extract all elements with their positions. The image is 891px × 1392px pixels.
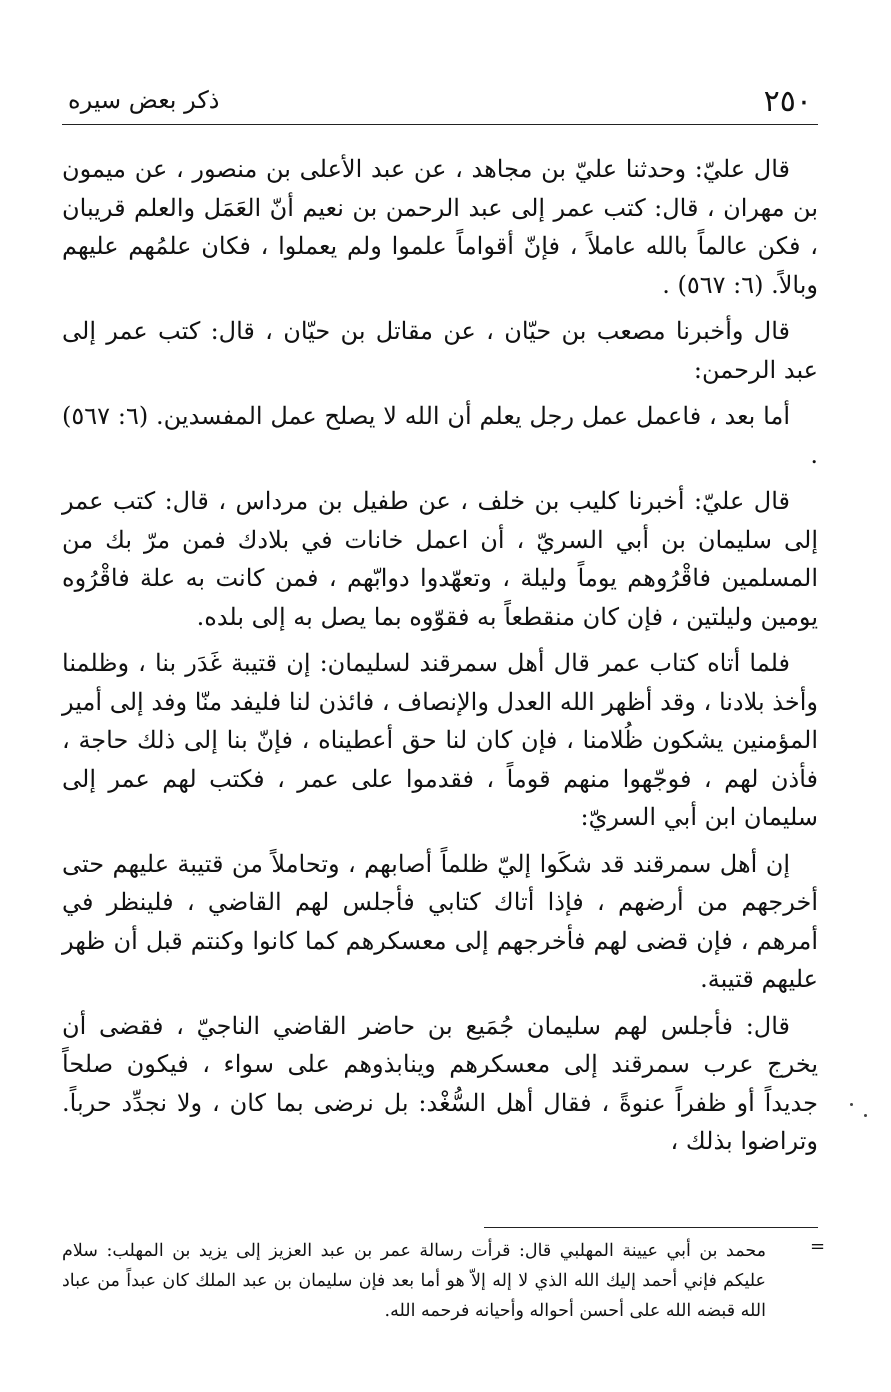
running-title: ذكر بعض سيره bbox=[68, 86, 220, 114]
footnote-continuation-mark: = bbox=[810, 1236, 826, 1257]
quoted-letter: أما بعد ، فاعمل عمل رجل يعلم أن الله لا يصلح عمل المفسدين. (٦: ٥٦٧) . bbox=[62, 402, 818, 469]
paragraph: قال عليّ: أخبرنا كليب بن خلف ، عن طفيل بن مرداس ، قال: كتب عمر إلى سليمان بن أبي السريّ ، أن اعمل خانات في بلادك فمن مرّ بك من المسلمين فاقْرُوهم يوماً وليلة ، وتعهّدوا دوابّهم ، فمن كانت به علة فاقْرُوه يومين وليلتين ، فإن كان منقطعاً به فقوّوه بما يصل به إلى بلده. bbox=[62, 487, 818, 631]
footnote-rule bbox=[484, 1227, 818, 1228]
page-header bbox=[62, 78, 818, 122]
scan-speck bbox=[864, 1114, 867, 1117]
scan-speck bbox=[850, 1103, 853, 1106]
paragraph: فلما أتاه كتاب عمر قال أهل سمرقند لسليمان: إن قتيبة غَدَر بنا ، وظلمنا وأخذ بلادنا ، وقد أظهر الله العدل والإنصاف ، فائذن لنا فليفد منّا وفد إلى أمير المؤمنين يشكون ظُلامنا ، فإن كان لنا حق أعطيناه ، فإنّ بنا إلى ذلك حاجة ، فأذن لهم ، فوجّهوا منهم قوماً ، فقدموا على عمر ، فكتب لهم عمر إلى سليمان ابن أبي السريّ: bbox=[62, 649, 818, 831]
page-number: ٢٥٠ bbox=[763, 84, 812, 119]
footnote: محمد بن أبي عيينة المهلبي قال: قرأت رسالة عمر بن عبد العزيز إلى يزيد بن المهلب: سلام عليكم فإني أحمد إليك الله الذي لا إله إلاّ هو أما بعد فإن سليمان بن عبد الملك كان عبداً من عباد الله قبضه الله على أحسن أحواله وأحيانه فرحمه الله. bbox=[62, 1241, 766, 1321]
paragraph: قال: فأجلس لهم سليمان جُمَيع بن حاضر القاضي الناجيّ ، فقضى أن يخرج عرب سمرقند إلى معسكرهم وينابذوهم على سواء ، فيكون صلحاً جديداً أو ظفراً عنوةً ، فقال أهل السُّغْد: بل نرضى بما كان ، ولا نجدِّد حرباً. وتراضوا بذلك ، bbox=[62, 1011, 818, 1155]
header-rule bbox=[62, 124, 818, 125]
quoted-letter: إن أهل سمرقند قد شكَوا إليّ ظلماً أصابهم ، وتحاملاً من قتيبة عليهم حتى أخرجهم من أرضهم ، فإذا أتاك كتابي فأجلس لهم القاضي ، فلينظر في أمرهم ، فإن قضى لهم فأخرجهم إلى معسكرهم كما كانوا وكنتم قبل أن ظهر عليهم قتيبة. bbox=[62, 849, 818, 993]
paragraph: قال وأخبرنا مصعب بن حيّان ، عن مقاتل بن حيّان ، قال: كتب عمر إلى عبد الرحمن: bbox=[62, 317, 818, 384]
main-text bbox=[62, 150, 818, 1169]
paragraph: قال عليّ: وحدثنا عليّ بن مجاهد ، عن عبد الأعلى بن منصور ، عن ميمون بن مهران ، قال: كتب عمر إلى عبد الرحمن بن نعيم أنّ العَمَل والعلم قريبان ، فكن عالماً بالله عاملاً ، فإنّ أقواماً علموا ولم يعملوا ، فكان علمُهم عليهم وبالاً. (٦: ٥٦٧) . bbox=[62, 155, 818, 299]
